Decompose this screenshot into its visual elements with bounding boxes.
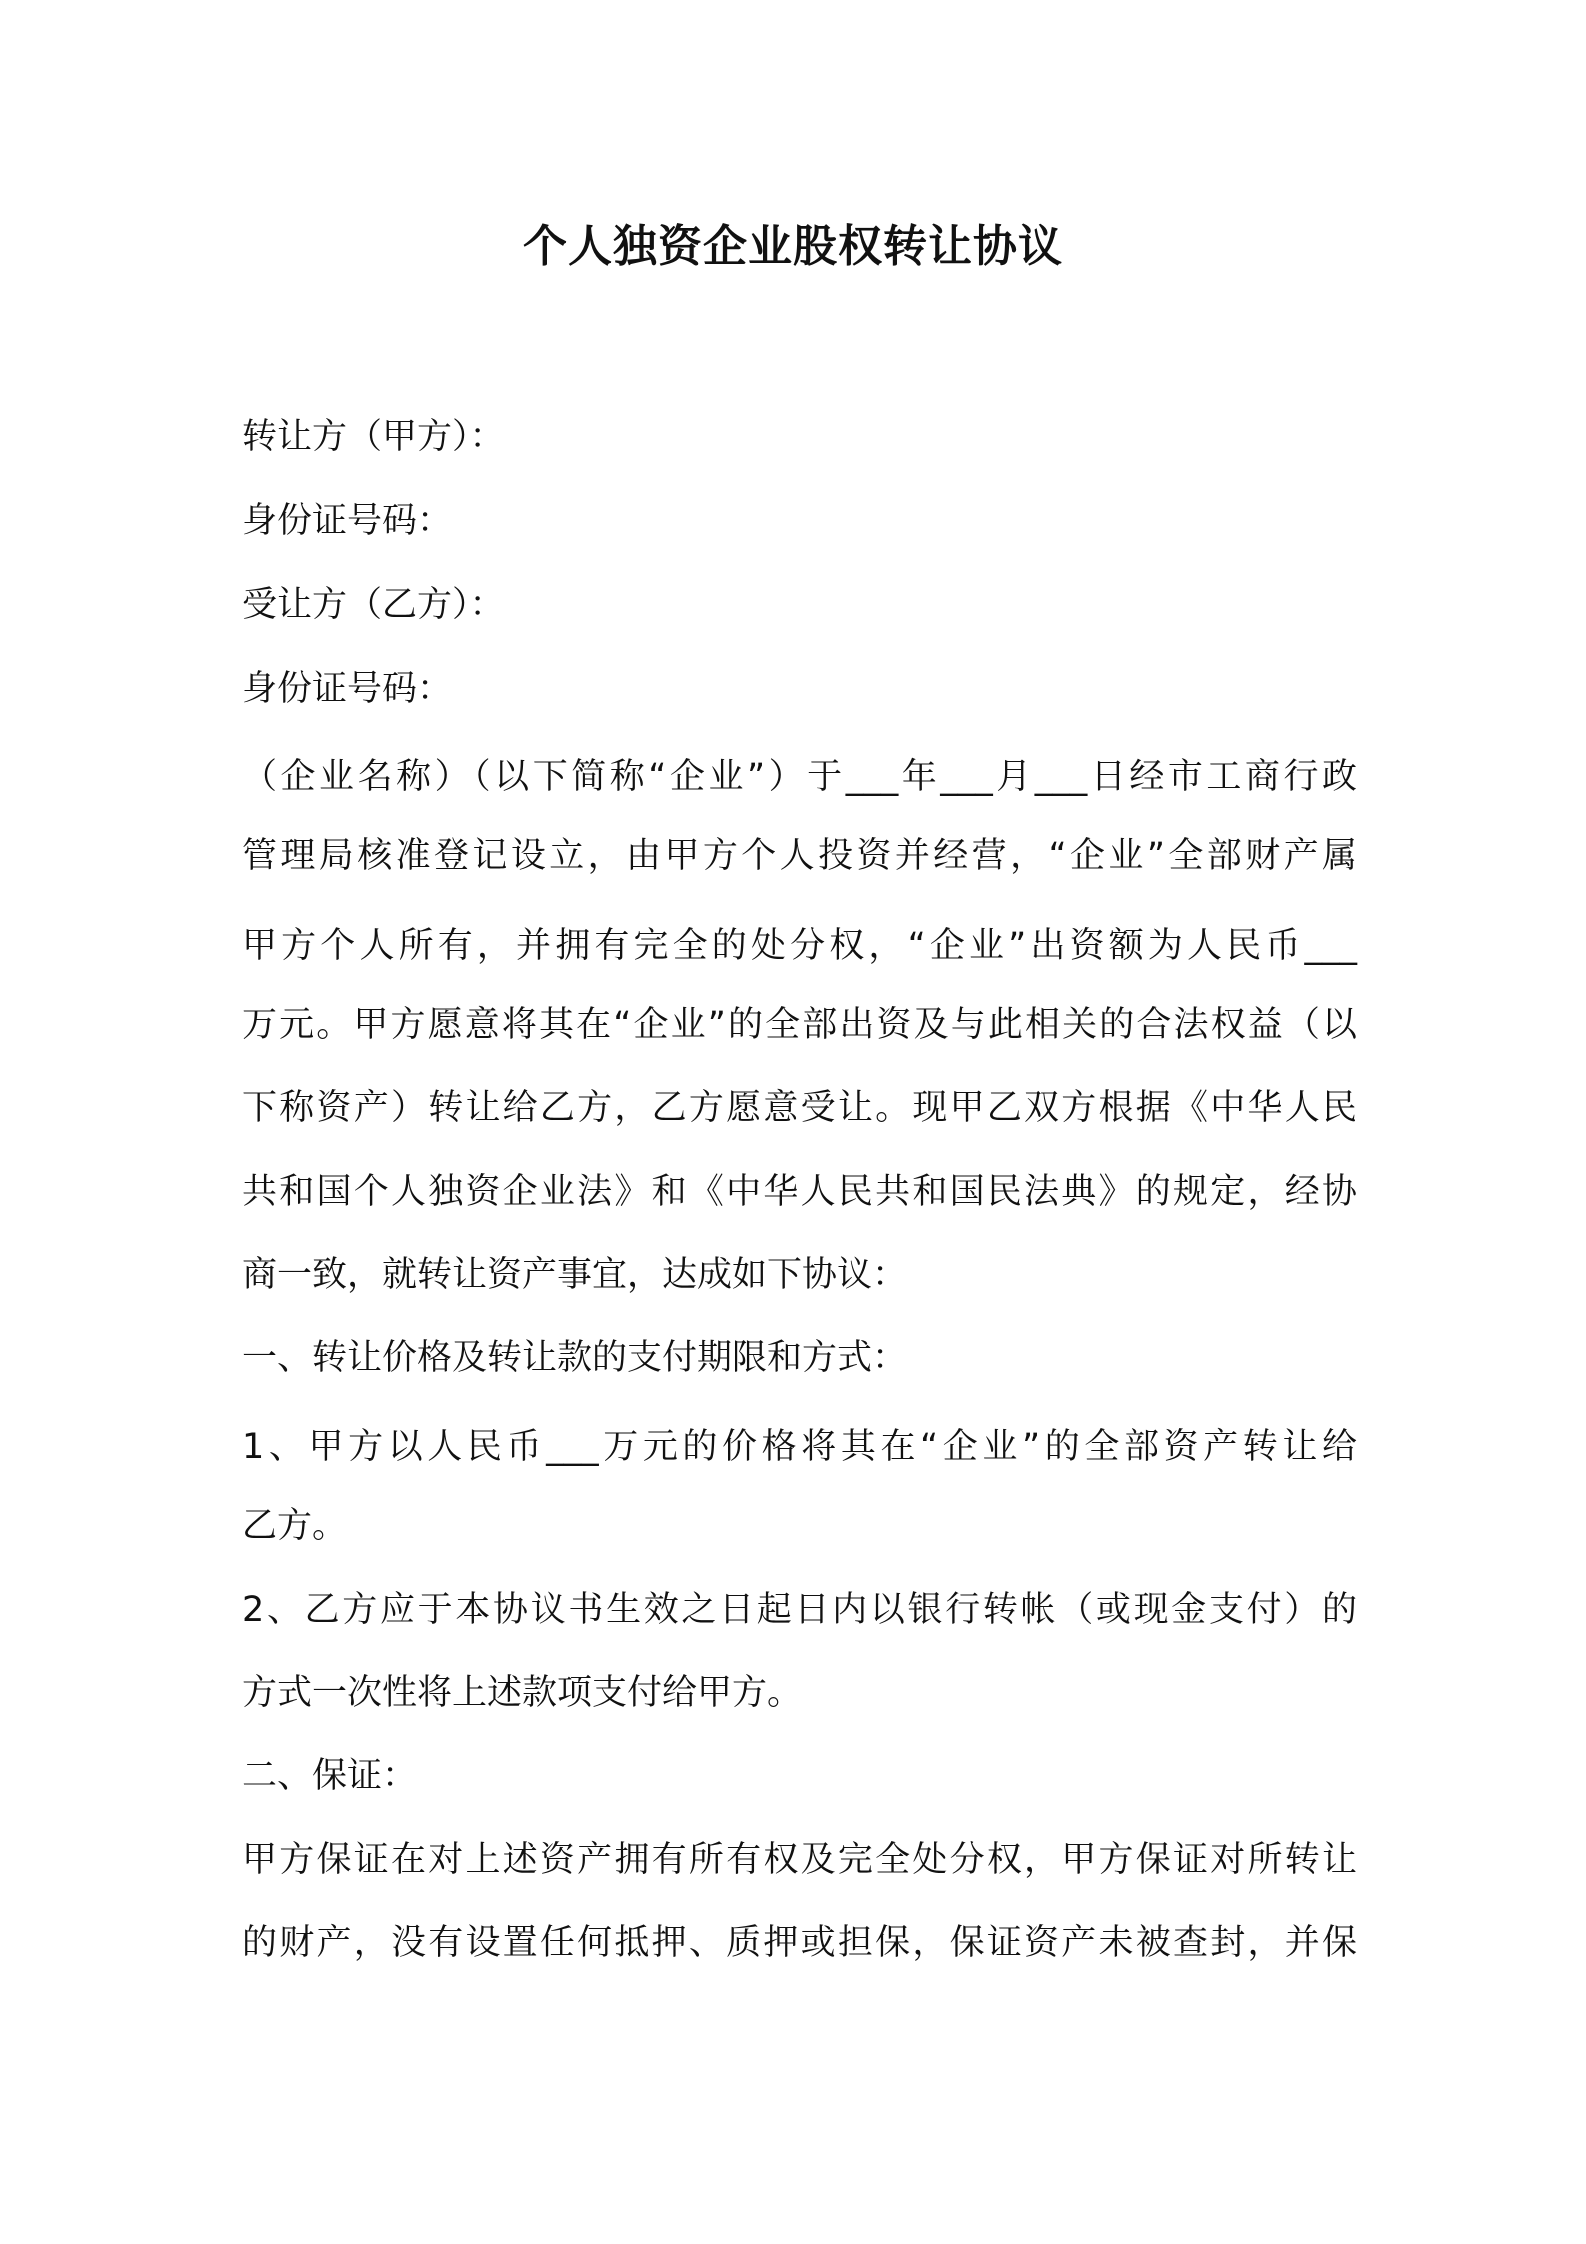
preamble-line: 万元。甲方愿意将其在“企业”的全部出资及与此相关的合法权益（以 — [242, 1005, 1357, 1045]
clause-line: 乙方。 — [242, 1506, 348, 1546]
preamble-line: 商一致，就转让资产事宜，达成如下协议： — [242, 1255, 908, 1295]
party-a-id-label: 身份证号码： — [242, 501, 453, 541]
preamble-line: 下称资产）转让给乙方，乙方愿意受让。现甲乙双方根据《中华人民 — [242, 1088, 1357, 1128]
preamble-line: 共和国个人独资企业法》和《中华人民共和国民法典》的规定，经协 — [242, 1172, 1357, 1212]
preamble-line: 甲方个人所有，并拥有完全的处分权，“企业”出资额为人民币___ — [242, 926, 1357, 966]
clause-line: 1、甲方以人民币___万元的价格将其在“企业”的全部资产转让给 — [242, 1427, 1357, 1467]
clause-line: 的财产，没有设置任何抵押、质押或担保，保证资产未被查封，并保 — [242, 1923, 1357, 1963]
party-b-label: 受让方（乙方）： — [242, 585, 505, 625]
clause-line: 方式一次性将上述款项支付给甲方。 — [242, 1673, 803, 1713]
clause-line: 甲方保证在对上述资产拥有所有权及完全处分权，甲方保证对所转让 — [242, 1840, 1357, 1880]
section-heading: 一、转让价格及转让款的支付期限和方式： — [242, 1338, 908, 1378]
party-b-id-label: 身份证号码： — [242, 669, 453, 709]
section-heading: 二、保证： — [242, 1756, 418, 1796]
preamble-line: （企业名称）（以下简称“企业”）于___年___月___日经市工商行政 — [242, 757, 1357, 797]
document-title: 个人独资企业股权转让协议 — [523, 221, 1063, 272]
party-a-label: 转让方（甲方）： — [242, 417, 505, 457]
clause-line: 2、乙方应于本协议书生效之日起日内以银行转帐（或现金支付）的 — [242, 1590, 1357, 1630]
preamble-line: 管理局核准登记设立，由甲方个人投资并经营，“企业”全部财产属 — [242, 836, 1357, 876]
